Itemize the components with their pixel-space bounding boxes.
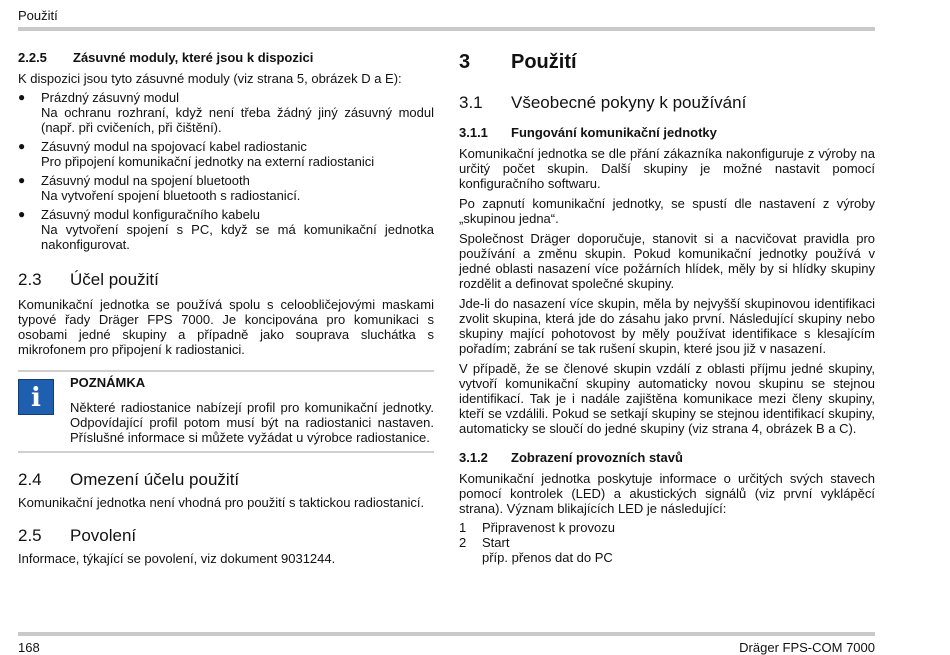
section-2-5-text: Informace, týkající se povolení, viz dokument 9031244.: [18, 551, 336, 566]
list-item-title: Zásuvný modul na spojovací kabel radiostanic: [41, 139, 307, 154]
list-item-title: Zásuvný modul na spojení bluetooth: [41, 173, 250, 188]
note-text: Některé radiostanice nabízejí profil pro komunikační jednotky. Odpovídající profil potom musí být na radiostanici nastaven. Příslušné informace si můžete vyžádat u výrobce radiostanice.: [70, 400, 434, 445]
footer-rule: [18, 632, 875, 636]
list-item: [459, 520, 875, 535]
right-column: [459, 50, 875, 565]
section-3-1-heading: [459, 93, 875, 113]
section-2-3-heading: [18, 270, 434, 290]
list-item-number: 2: [459, 535, 467, 550]
list-item-desc: Na vytvoření spojení bluetooth s radiostanicí.: [41, 188, 301, 203]
bullet-icon: ●: [18, 139, 26, 153]
paragraph: Komunikační jednotka poskytuje informace o určitých svých stavech pomocí kontrolek (LED) a akustických signálů (viz první vyklápěcí strana). Význam blikajících LED je následující:: [459, 471, 875, 516]
list-item: [18, 90, 434, 135]
paragraph: Jde-li do nasazení více skupin, měla by nejvyšší skupinovou identifikaci zvolit skupina, která jde do zásahu jako první. Následující skupiny nebo skupiny mající pohotovost by měly používat identifikace s klesajícím pořadím; zabrání se tak rušení skupin, které jsou již v nasazení.: [459, 296, 875, 356]
page-number: 168: [18, 640, 40, 655]
section-2-4-text: Komunikační jednotka není vhodná pro použití s taktickou radiostanicí.: [18, 495, 425, 510]
info-icon: i: [18, 379, 54, 415]
paragraph: V případě, že se členové skupin vzdálí z oblasti příjmu jedné skupiny, vytvoří komunikační skupiny automaticky novou skupinu se stejnou identifikací. Tak je i nadále zajištěna komunikace mezi členy skupiny, kteří se vzdálili. Pokud se setkají skupiny se stejnou identifikací skupiny, automaticky se sloučí do jedné skupiny (viz strana 4, obrázek B a C).: [459, 361, 875, 436]
led-status-list: [459, 520, 875, 565]
list-item-text: Připravenost k provozu: [482, 520, 615, 535]
list-item-sub: příp. přenos dat do PC: [482, 550, 613, 565]
paragraph: Komunikační jednotka se dle přání zákazníka nakonfiguruje z výroby na určitý počet skupin. Další skupiny je možné nastavit pomocí konfiguračního softwaru.: [459, 146, 875, 191]
section-title: Povolení: [70, 526, 137, 545]
section-3-1-1-heading: [459, 125, 875, 140]
list-item-text: Start: [482, 535, 510, 550]
list-item: [18, 139, 434, 169]
section-title: Zobrazení provozních stavů: [511, 450, 683, 465]
list-item-desc: Pro připojení komunikační jednotky na externí radiostanici: [41, 154, 375, 169]
section-number: 2.3: [18, 270, 42, 289]
section-number: 2.5: [18, 526, 42, 545]
section-title: Omezení účelu použití: [70, 470, 240, 489]
section-2-5-heading: [18, 526, 434, 546]
list-item: [459, 535, 875, 565]
section-title: Všeobecné pokyny k používání: [511, 93, 747, 112]
chapter-number: 3: [459, 51, 471, 73]
list-item-desc: Na ochranu rozhraní, když není třeba žádný jiný zásuvný modul (např. při cvičeních, při čištění).: [41, 105, 434, 135]
section-2-3-text: Komunikační jednotka se používá spolu s celoobličejovými maskami typové řady Dräger FPS 7000. Je koncipována pro komunikaci s osobami jedné skupiny a případně jako souprava sluchátka s mikrofonem pro připojení k radiostanici.: [18, 297, 434, 357]
bullet-icon: ●: [18, 90, 26, 104]
list-item: [18, 173, 434, 203]
bullet-icon: ●: [18, 173, 26, 187]
note-title: POZNÁMKA: [70, 375, 146, 390]
section-title: Účel použití: [70, 270, 159, 289]
section-2-2-5-heading: [18, 50, 434, 65]
section-title: Zásuvné moduly, které jsou k dispozici: [73, 50, 314, 65]
left-column: [18, 50, 434, 566]
list-item-title: Prázdný zásuvný modul: [41, 90, 180, 105]
list-item-desc: Na vytvoření spojení s PC, když se má komunikační jednotka nakonfigurovat.: [41, 222, 434, 252]
chapter-title: Použití: [511, 51, 577, 73]
list-item: [18, 207, 434, 252]
page-header-title: Použití: [18, 8, 58, 23]
section-number: 3.1.2: [459, 450, 488, 465]
section-number: 3.1.1: [459, 125, 488, 140]
section-3-1-2-heading: [459, 450, 875, 465]
chapter-3-heading: [459, 50, 875, 74]
section-number: 2.4: [18, 470, 42, 489]
note-box: [18, 370, 434, 453]
header-rule: [18, 27, 875, 31]
paragraph: Po zapnutí komunikační jednotky, se spustí dle nastavení z výroby „skupinou jedna“.: [459, 196, 875, 226]
section-2-2-5-intro: K dispozici jsou tyto zásuvné moduly (viz strana 5, obrázek D a E):: [18, 71, 402, 86]
section-2-4-heading: [18, 470, 434, 490]
product-name: Dräger FPS-COM 7000: [739, 640, 875, 655]
section-title: Fungování komunikační jednotky: [511, 125, 717, 140]
section-number: 3.1: [459, 93, 483, 112]
list-item-title: Zásuvný modul konfiguračního kabelu: [41, 207, 260, 222]
section-number: 2.2.5: [18, 50, 47, 65]
paragraph: Společnost Dräger doporučuje, stanovit si a nacvičovat pravidla pro používání a změnu skupin. Pokud komunikační jednotky používá v jedné oblasti nasazení více požárních hlídek, měly by si hlídky skupiny rozdělit a definovat společné skupiny.: [459, 231, 875, 291]
list-item-number: 1: [459, 520, 467, 535]
bullet-icon: ●: [18, 207, 26, 221]
plugin-module-list: [18, 90, 434, 252]
